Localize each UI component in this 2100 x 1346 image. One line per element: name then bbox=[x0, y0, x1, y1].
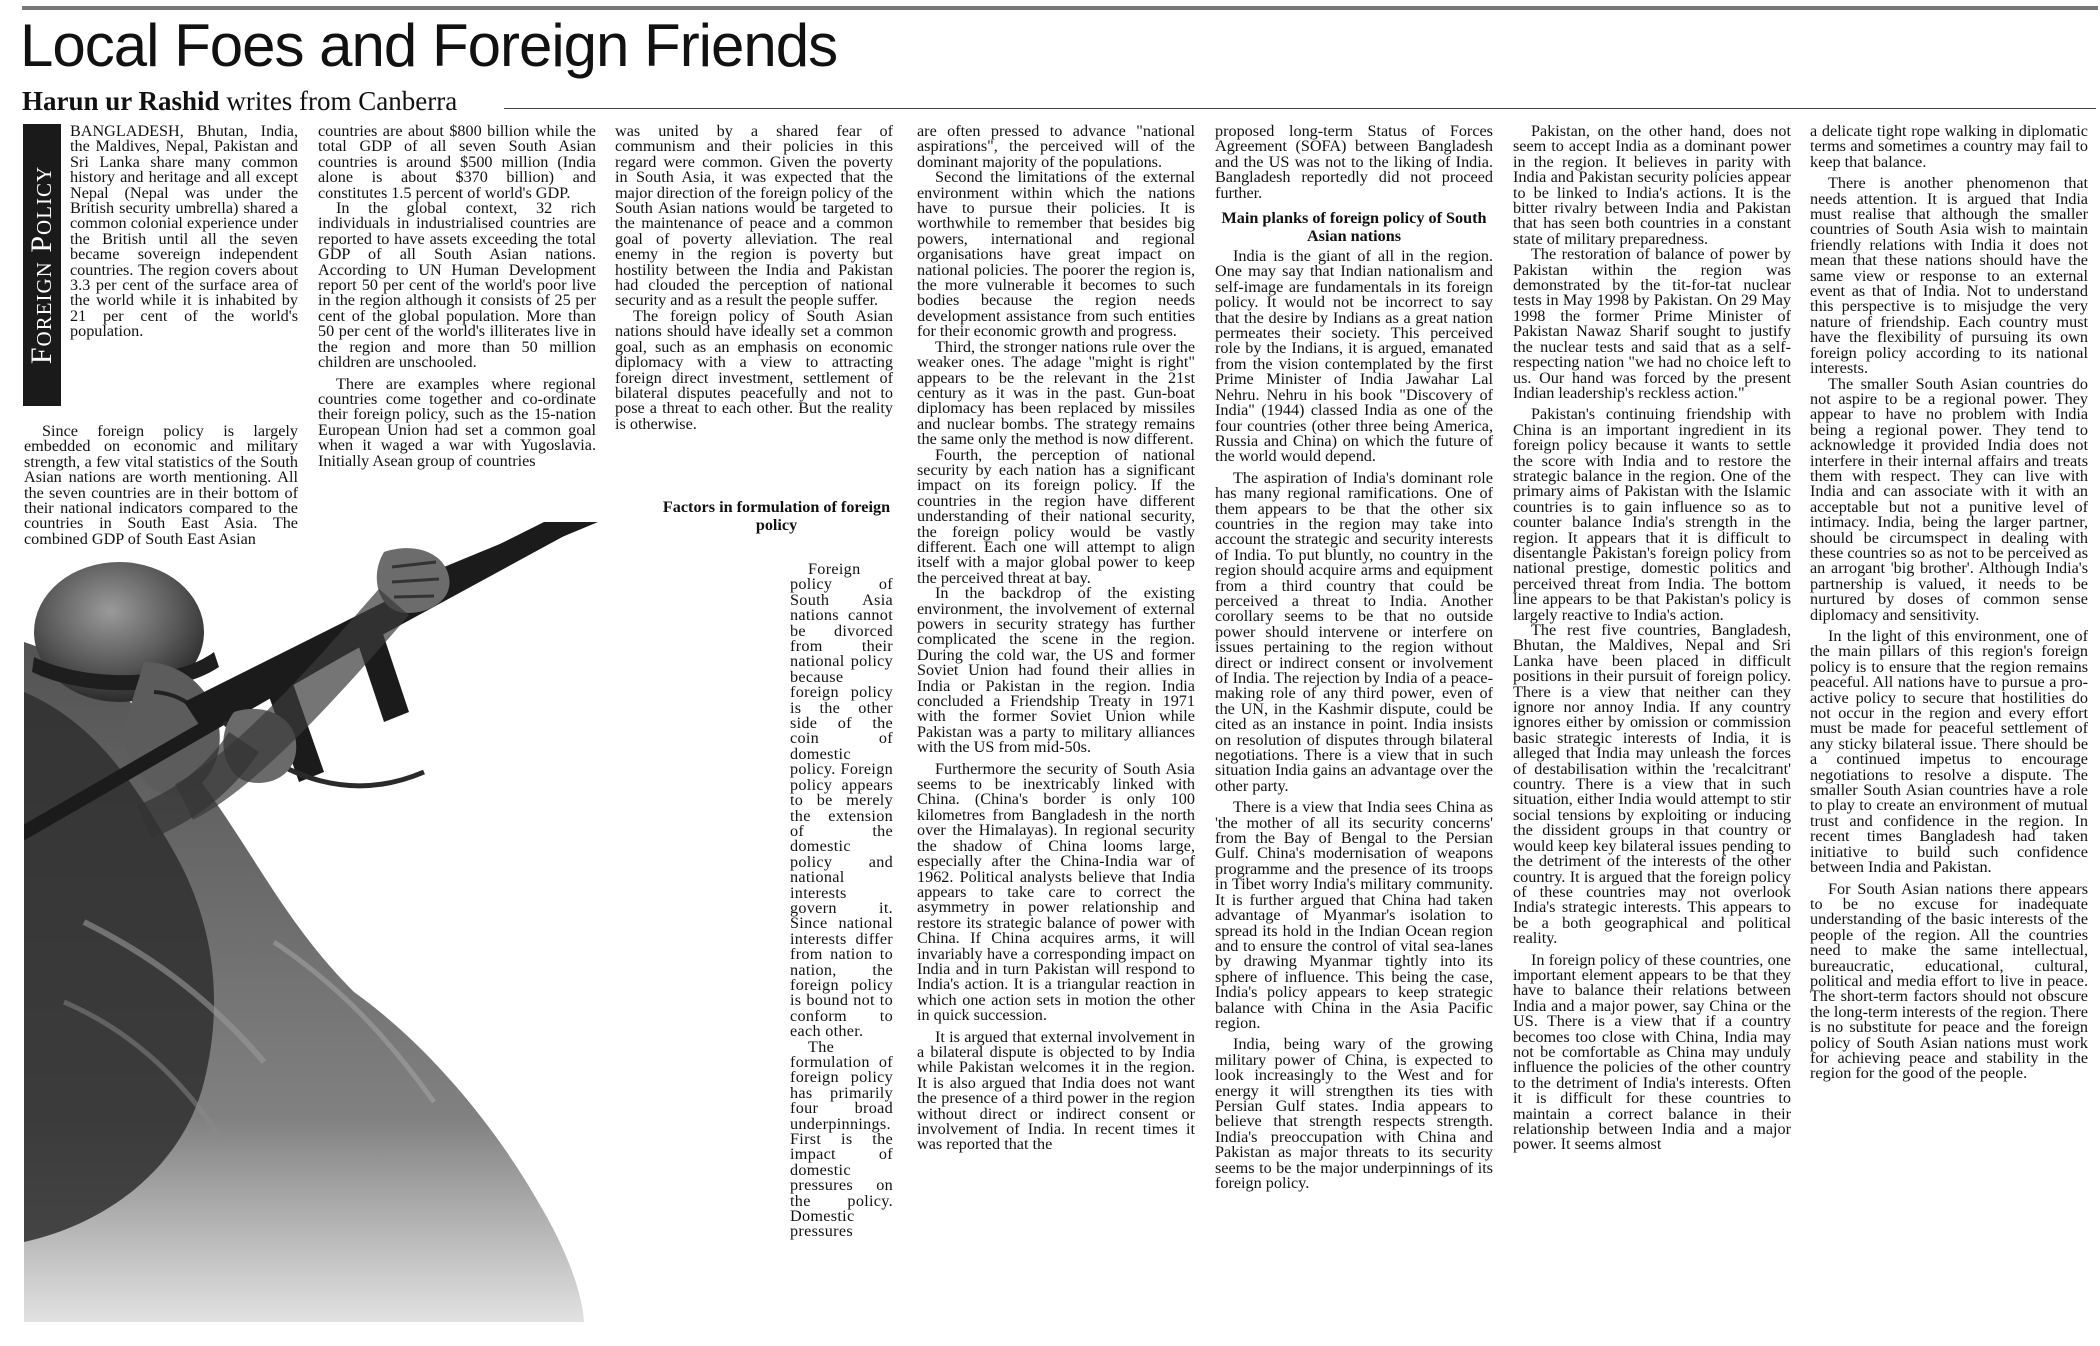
paragraph: are often pressed to advance "national aspirations", the perceived will of the dominant majority of the populations. bbox=[917, 122, 1195, 171]
byline bbox=[22, 86, 457, 116]
paragraph: Pakistan's continuing friendship with China is an important ingredient in its foreign policy because it wants to settle the score with India and to restore the strategic balance in the region. One of the primary aims of Pakistan with the Islamic countries is to gain influence so as to counter balance India's strength in the region. It appears that it is difficult to disentangle Pakistan's foreign policy from national prestige, domestic politics and perceived threat from India. The bottom line appears to be that Pakistan's policy is largely reactive to India's action. bbox=[1513, 405, 1791, 624]
paragraph: In the backdrop of the existing environment, the involvement of external powers in security strategy has further complicated the scene in the region. During the cold war, the US and former Soviet Union had found their allies in India or Pakistan in the region. India concluded a Friendship Treaty in 1971 with the former Soviet Union while Pakistan was a party to military alliances with the US from mid-50s. bbox=[917, 584, 1195, 757]
article-column-1 bbox=[70, 124, 298, 340]
paragraph: India, being wary of the growing military power of China, is expected to look increasingly to the West and for energy it will strengthen its ties with Persian Gulf states. India appears to believe that strength respects strength. India's preoccupation with China and Pakistan as major threats to its security seems to be the major underpinnings of its foreign policy. bbox=[1215, 1035, 1493, 1192]
byline-rule bbox=[504, 108, 2096, 109]
article-column-3 bbox=[615, 124, 893, 432]
byline-author: Harun ur Rashid bbox=[22, 86, 220, 116]
paragraph: The aspiration of India's dominant role has many regional ramifications. One of them appears to be that the other six countries in the region may take into account the strategic and security interests of India. To put bluntly, no country in the region should acquire arms and equipment from a third country that could be perceived a threat to India. Another corollary seems to be that no outside power should intervene or interfere on issues pertaining to the region without direct or indirect consent or involvement of India. The rejection by India of a peace-making role of any third power, even of the UN, in the Kashmir dispute, could be cited as an instance in point. India insists on resolution of disputes through bilateral negotiations. There is a view that in such situation India gains an advantage over the other party. bbox=[1215, 468, 1493, 795]
paragraph: For South Asian nations there appears to be no excuse for inadequate understanding of the basic interests of the people of the region. All the countries need to make the same intellectual, bureaucratic, educational, cultural, political and media effort to live in peace. The short-term factors should not obscure the long-term interests of the region. There is no substitute for peace and the foreign policy of South Asian nations must work for achieving peace and stability in the region for the good of the people. bbox=[1810, 879, 2088, 1083]
paragraph: The restoration of balance of power by Pakistan within the region was demonstrated by the tit-for-tat nuclear tests in May 1998 by Pakistan. On 29 May 1998 the former Prime Minister of Pakistan Nawaz Sharif sought to justify the nuclear tests and said that as a self-respecting nation "we had no choice left to us. Our hand was forced by the present Indian leadership's reckless action." bbox=[1513, 245, 1791, 402]
article-column-2 bbox=[318, 124, 596, 469]
article-column-5 bbox=[1215, 124, 1493, 1191]
subhead-factors: Factors in formulation of foreign policy bbox=[662, 498, 891, 534]
paragraph: proposed long-term Status of Forces Agreement (SOFA) between Bangladesh and the US was not to the liking of India. Bangladesh reportedly did not proceed further. bbox=[1215, 122, 1493, 202]
paragraph: Second the limitations of the external environment within which the nations have to pursue their policies. It is worthwhile to remember that besides big powers, international and regional organisations have great impact on national policies. The poorer the region is, the more vulnerable it becomes to such bodies because the region needs development assistance from such entities for their economic growth and progress. bbox=[917, 168, 1195, 341]
paragraph: In the light of this environment, one of the main pillars of this region's foreign policy is to ensure that the region remains peaceful. All nations have to pursue a pro-active policy to secure that hostilities do not occur in the region and every effort must be made for peaceful settlement of any sticky bilateral issue. There should be a continued impetus to encourage negotiations to resolve a dispute. The smaller South Asian countries have a role to play to create an environment of mutual trust and confidence in the region. In recent times Bangladesh had taken initiative to build such confidence between India and Pakistan. bbox=[1810, 627, 2088, 877]
paragraph: Pakistan, on the other hand, does not seem to accept India as a dominant power in the region. It believes in parity with India and Pakistan security policies appear to be linked to India's actions. It is the bitter rivalry between India and Pakistan that has seen both countries in a constant state of military preparedness. bbox=[1513, 122, 1791, 248]
paragraph: Since foreign policy is largely embedded on economic and military strength, a few vital statistics of the South Asian nations are worth mentioning. All the seven countries are in their bottom of their national indicators compared to the countries in South East Asia. The combined GDP of South East Asian bbox=[24, 422, 298, 548]
section-kicker-label: Foreign Policy bbox=[25, 165, 58, 365]
section-kicker bbox=[23, 124, 61, 406]
paragraph: The smaller South Asian countries do not aspire to be a regional power. They appear to have no problem with India being a regional power. They tend to acknowledge it provided India does not interfere in their internal affairs and treats them with respect. They can live with India and can associate with it with an acceptable but not a punitive level of intimacy. India, being the larger partner, should be circumspect in dealing with these countries so as not to be perceived as an arrogant 'big brother'. Although India's partnership is valued, it needs to be nurtured by doses of common sense diplomacy and sensitivity. bbox=[1810, 374, 2088, 624]
paragraph: Third, the stronger nations rule over the weaker ones. The adage "might is right" appears to be the relevant in the 21st century as it was in the past. Gun-boat diplomacy has been replaced by missiles and nuclear bombs. The strategy remains the same only the method is now different. bbox=[917, 337, 1195, 449]
paragraph: Furthermore the security of South Asia seems to be inextricably linked with China. (China's border is only 100 kilometres from Bangladesh in the north over the Himalayas). In regional security the shadow of China looms large, especially after the China-India war of 1962. Political analysts believe that India appears to take care to correct the asymmetry in power relationship and restore its strategic balance of power with China. If China acquires arms, it will invariably have a corresponding impact on India and in turn Pakistan will respond to India's action. It is a triangular reaction in which one action sets in motion the other in quick succession. bbox=[917, 759, 1195, 1025]
paragraph: countries are about $800 billion while the total GDP of all seven South Asian countries is around $500 million (India alone is about $370 billion) and constitutes 1.5 percent of world's GDP. bbox=[318, 122, 596, 202]
paragraph: There is another phenomenon that needs attention. It is argued that India must realise that although the smaller countries of South Asia wish to maintain friendly relations with India it does not mean that these nations should have the same view or response to an external event as that of India. Not to understand this perspective is to misjudge the very nature of friendship. Each country must have the flexibility of pursuing its own foreign policy according to its national interests. bbox=[1810, 174, 2088, 378]
article-column-4 bbox=[917, 124, 1195, 1153]
paragraph: The formulation of foreign policy has primarily four broad underpinnings. First is the impact of domestic pressures on the policy. Domestic pressures bbox=[790, 1037, 893, 1241]
paragraph: There is a view that India sees China as 'the mother of all its security concerns' from the Bay of Bengal to the Persian Gulf. China's modernisation of weapons programme and the presence of its troops in Tibet worry India's military community. It is further argued that China had taken advantage of Myanmar's isolation to spread its hold in the Indian Ocean region and to ensure the control of vital sea-lanes by drawing Myanmar tightly into its sphere of influence. This being the case, India's policy appears to keep strategic balance with China in the Asia Pacific region. bbox=[1215, 798, 1493, 1032]
paragraph: In the global context, 32 rich individuals in industrialised countries are reported to have assets exceeding the total GDP of all South Asian nations. According to UN Human Development report 50 per cent of the world's poor live in the region although it consists of 25 per cent of the global population. More than 50 per cent of the world's illiterates live in the region and more than 50 million children are unschooled. bbox=[318, 199, 596, 372]
soldier-photo bbox=[24, 522, 790, 1322]
paragraph: In foreign policy of these countries, one important element appears to be that they have to balance their relations between India and a major power, say China or the US. There is a view that if a country becomes too close with China, India may not be comfortable as China may unduly influence the policies of the other country to the detriment of India's interests. Often it is difficult for these countries to maintain a correct balance in their relationship between India and a major power. It seems almost bbox=[1513, 950, 1791, 1154]
paragraph: The rest five countries, Bangladesh, Bhutan, the Maldives, Nepal and Sri Lanka have been placed in difficult positions in their pursuit of foreign policy. There is a view that neither can they ignore nor annoy India. If any country ignores either by omission or commission basic strategic interests of India, it is alleged that India may unleash the forces of destabilisation within the 'recalcitrant' country. There is a view that in such situation, either India would attempt to stir social tensions by exploiting or inducing the dissident groups in that country or would keep key bilateral issues pending to the detriment of the interests of the other country. It is argued that the foreign policy of these countries may not overlook India's strategic interests. This appears to be a both geographical and political reality. bbox=[1513, 621, 1791, 948]
paragraph: was united by a shared fear of communism and their policies in this regard were common. Given the poverty in South Asia, it was expected that the major direction of the foreign policy of the South Asian nations would be targeted to the maintenance of peace and a common goal of poverty alleviation. The real enemy in the region is poverty but hostility between the India and Pakistan had clouded the perception of national security and as a result the people suffer. bbox=[615, 122, 893, 310]
paragraph: The foreign policy of South Asian nations should have ideally set a common goal, such as an emphasis on economic diplomacy with a view to attracting foreign direct investment, settlement of bilateral disputes peacefully and not to pose a threat to each other. But the reality is otherwise. bbox=[615, 306, 893, 433]
article-column-7 bbox=[1810, 124, 2088, 1082]
article-column-3-narrow bbox=[790, 562, 893, 1240]
headline: Local Foes and Foreign Friends bbox=[20, 12, 838, 79]
paragraph: There are examples where regional countries come together and co-ordinate their foreign policy, such as the 15-nation European Union had set a common goal when it waged a war with Yugoslavia. Initially Asean group of countries bbox=[318, 374, 596, 470]
paragraph: India is the giant of all in the region. One may say that Indian nationalism and self-image are fundamentals in its foreign policy. It would not be incorrect to say that the desire by Indians as a great nation permeates their society. This perceived role by the Indians, it is argued, emanated from the vision contemplated by the first Prime Minister of India Jawahar Lal Nehru. Nehru in his book "Discovery of India" (1944) classed India as one of the four countries (other three being America, Russia and China) on which the future of the world would depend. bbox=[1215, 247, 1493, 466]
top-rule bbox=[22, 6, 2098, 10]
paragraph: It is argued that external involvement in a bilateral dispute is objected to by India while Pakistan welcomes it in the region. It is also argued that India does not want the presence of a third power in the region without direct or indirect consent or involvement of India. In recent times it was reported that the bbox=[917, 1027, 1195, 1154]
byline-rest: writes from Canberra bbox=[219, 86, 458, 116]
paragraph: Foreign policy of South Asia nations cannot be divorced from their national policy because foreign policy is the other side of the coin of domestic policy. Foreign policy appears to be merely the extension of the domestic policy and national interests govern it. Since national interests differ from nation to nation, the foreign policy is bound not to conform to each other. bbox=[790, 560, 893, 1041]
subhead-planks: Main planks of foreign policy of South Asian nations bbox=[1221, 209, 1487, 246]
article-column-6 bbox=[1513, 124, 1791, 1153]
paragraph: Fourth, the perception of national security by each nation has a significant impact on its foreign policy. If the countries in the region have different understanding of their national security, the foreign policy would be vastly different. Each one will attempt to align itself with a major global power to keep the perceived threat at bay. bbox=[917, 445, 1195, 587]
paragraph: BANGLADESH, Bhutan, India, the Maldives, Nepal, Pakistan and Sri Lanka share many common history and heritage and all except Nepal (Nepal was under the British security umbrella) shared a common colonial experience under the British until all the seven became sovereign independent countries. The region covers about 3.3 per cent of the surface area of the world while it is inhabited by 21 per cent of the world's population. bbox=[70, 122, 298, 341]
paragraph: a delicate tight rope walking in diplomatic terms and sometimes a country may fail to keep that balance. bbox=[1810, 122, 2088, 171]
